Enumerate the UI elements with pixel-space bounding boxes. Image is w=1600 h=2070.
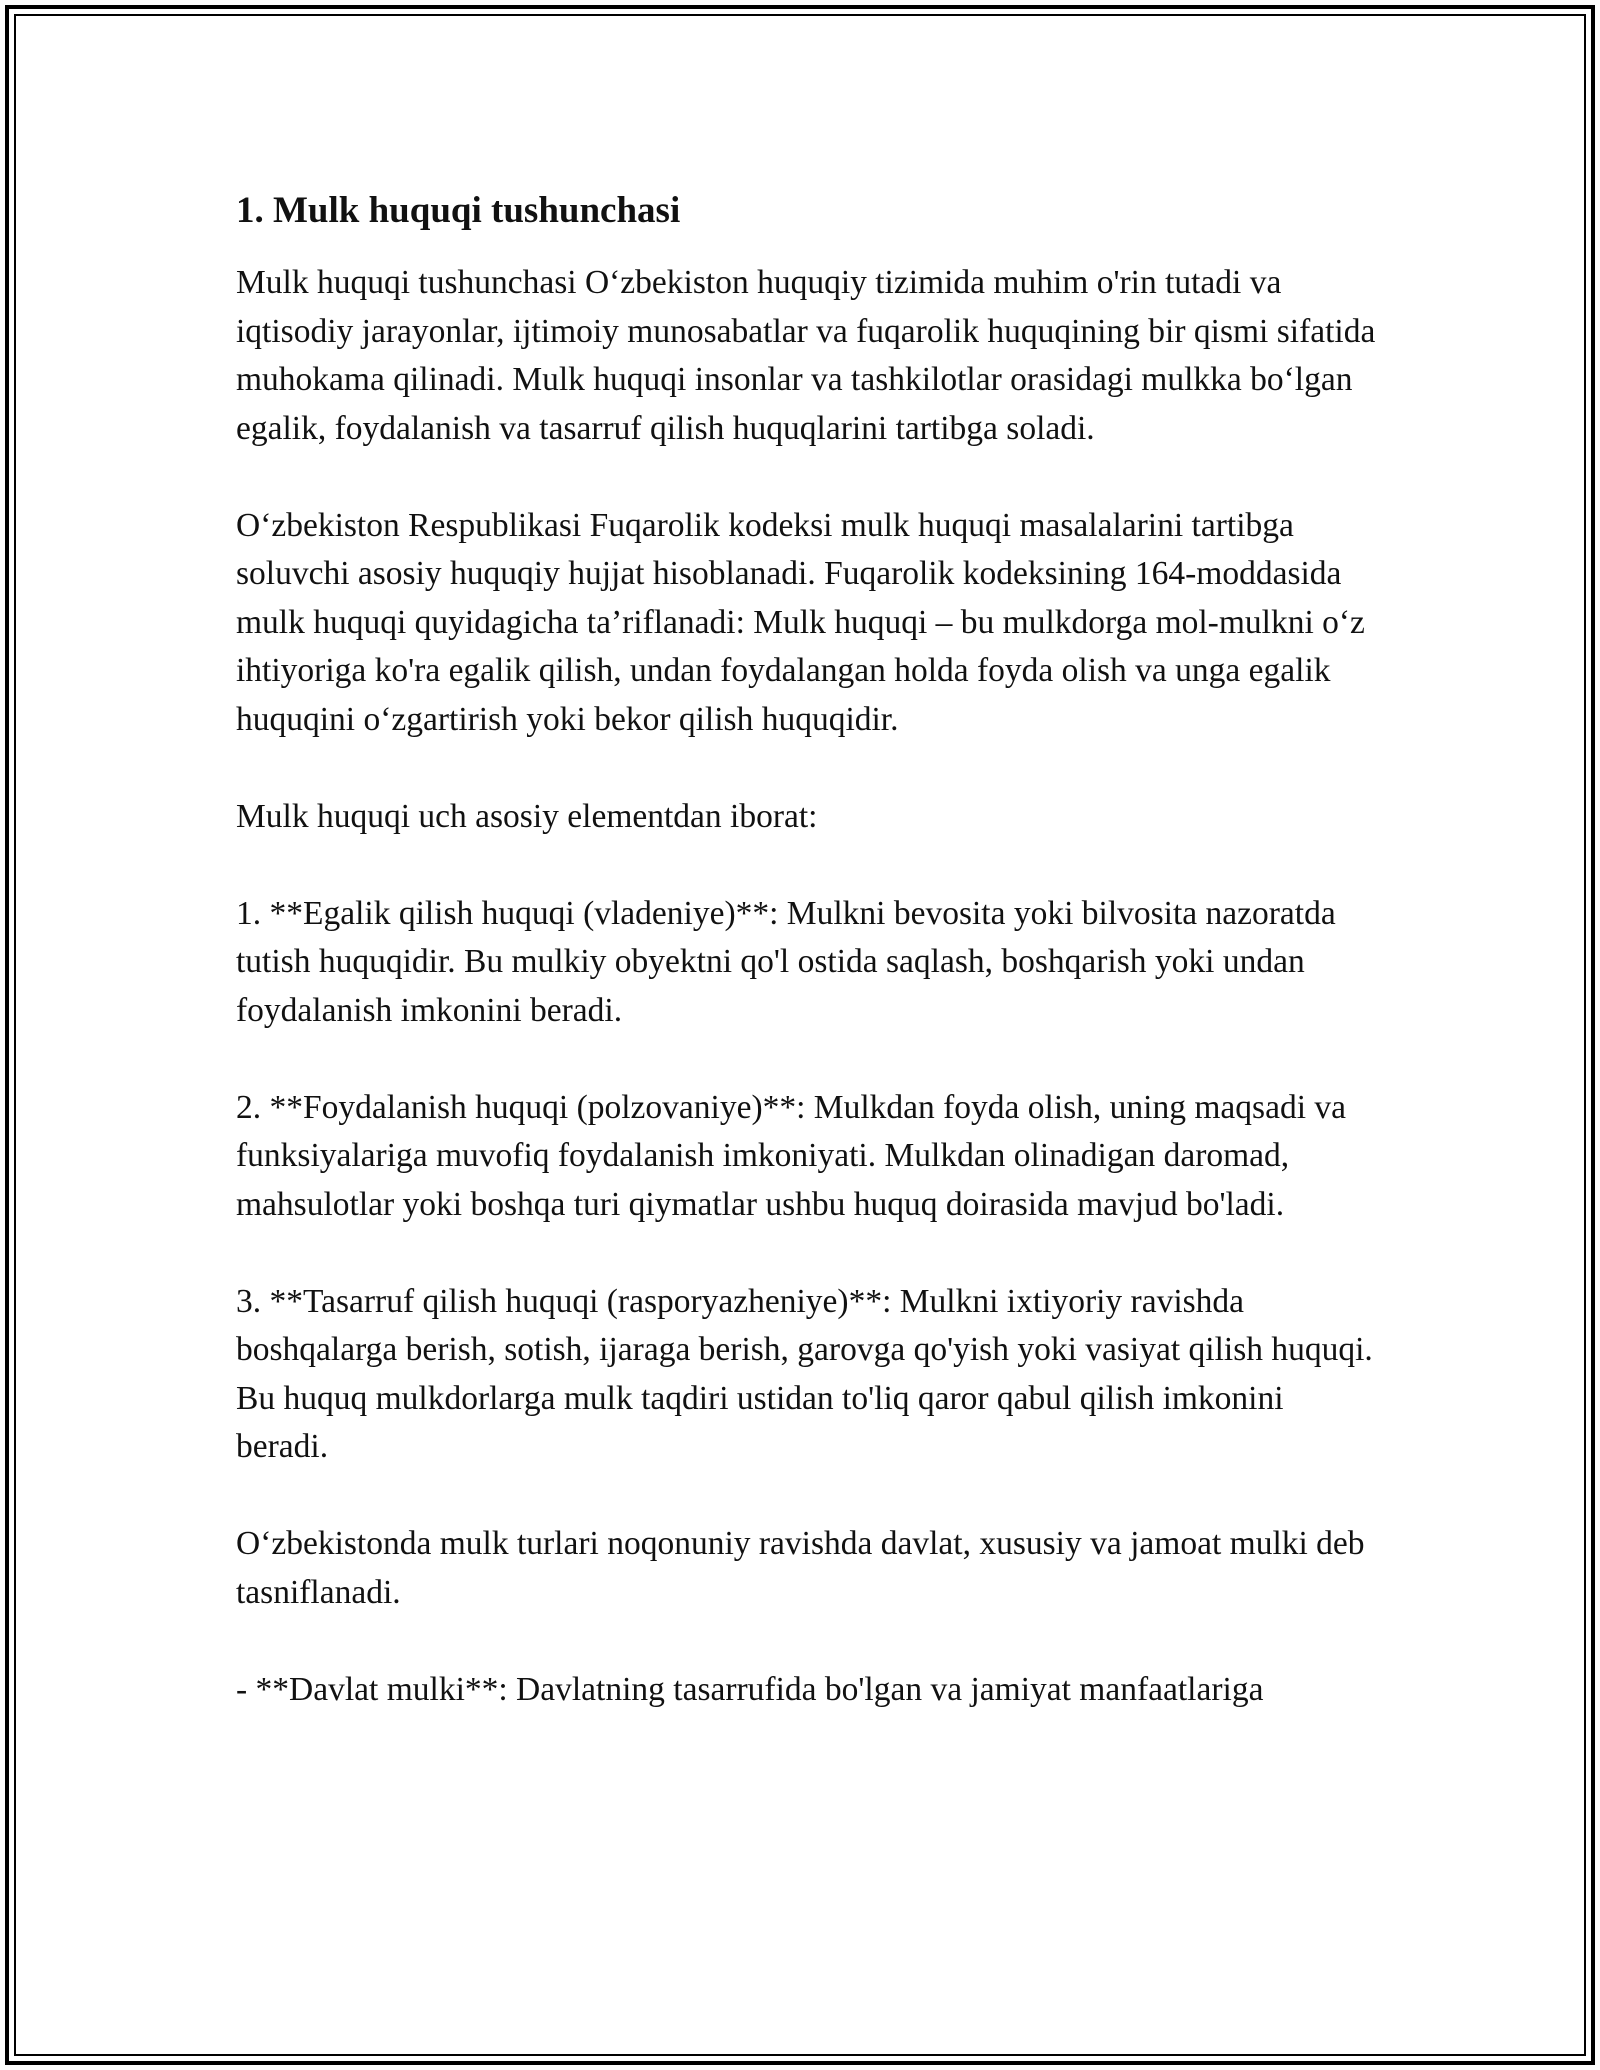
document-body bbox=[236, 185, 1376, 1714]
list-item-ownership: 1. **Egalik qilish huquqi (vladeniye)**: Mulkni bevosita yoki bilvosita nazoratda tutish huquqidir. Bu mulkiy obyektni qo'l ostida saqlash, boshqarish yoki undan foydalanish imkonini beradi. bbox=[236, 894, 1336, 1029]
paragraph-elements-intro: Mulk huquqi uch asosiy elementdan iborat: bbox=[236, 797, 818, 835]
list-item-disposal: 3. **Tasarruf qilish huquqi (rasporyazheniye)**: Mulkni ixtiyoriy ravishda boshqalarga berish, sotish, ijaraga berish, garovga qo'yish yoki vasiyat qilish huquqi. Bu huquq mulkdorlarga mulk taqdiri ustidan to'liq qaror qabul qilish imkonini beradi. bbox=[236, 1282, 1373, 1465]
list-item-state-property: - **Davlat mulki**: Davlatning tasarrufida bo'lgan va jamiyat manfaatlariga bbox=[236, 1670, 1264, 1708]
list-item-use: 2. **Foydalanish huquqi (polzovaniye)**: Mulkdan foyda olish, uning maqsadi va funksiyalariga muvofiq foydalanish imkoniyati. Mulkdan olinadigan daromad, mahsulotlar yoki boshqa turi qiymatlar ushbu huquq doirasida mavjud bo'ladi. bbox=[236, 1088, 1346, 1223]
paragraph-civil-code: O‘zbekiston Respublikasi Fuqarolik kodeksi mulk huquqi masalalarini tartibga soluvchi asosiy huquqiy hujjat hisoblanadi. Fuqarolik kodeksining 164-moddasida mulk huquqi quyidagicha ta’riflanadi: Mulk huquqi – bu mulkdorga mol-mulkni o‘z ihtiyoriga ko'ra egalik qilish, undan foydalangan holda foyda olish va unga egalik huquqini o‘zgartirish yoki bekor qilish huquqidir. bbox=[236, 506, 1365, 738]
section-heading: 1. Mulk huquqi tushunchasi bbox=[236, 190, 681, 231]
paragraph-intro: Mulk huquqi tushunchasi O‘zbekiston huquqiy tizimida muhim o'rin tutadi va iqtisodiy jarayonlar, ijtimoiy munosabatlar va fuqarolik huquqining bir qismi sifatida muhokama qilinadi. Mulk huquqi insonlar va tashkilotlar orasidagi mulkka bo‘lgan egalik, foydalanish va tasarruf qilish huquqlarini tartibga soladi. bbox=[236, 264, 1376, 447]
paragraph-property-types: O‘zbekistonda mulk turlari noqonuniy ravishda davlat, xususiy va jamoat mulki deb tasniflanadi. bbox=[236, 1525, 1365, 1611]
